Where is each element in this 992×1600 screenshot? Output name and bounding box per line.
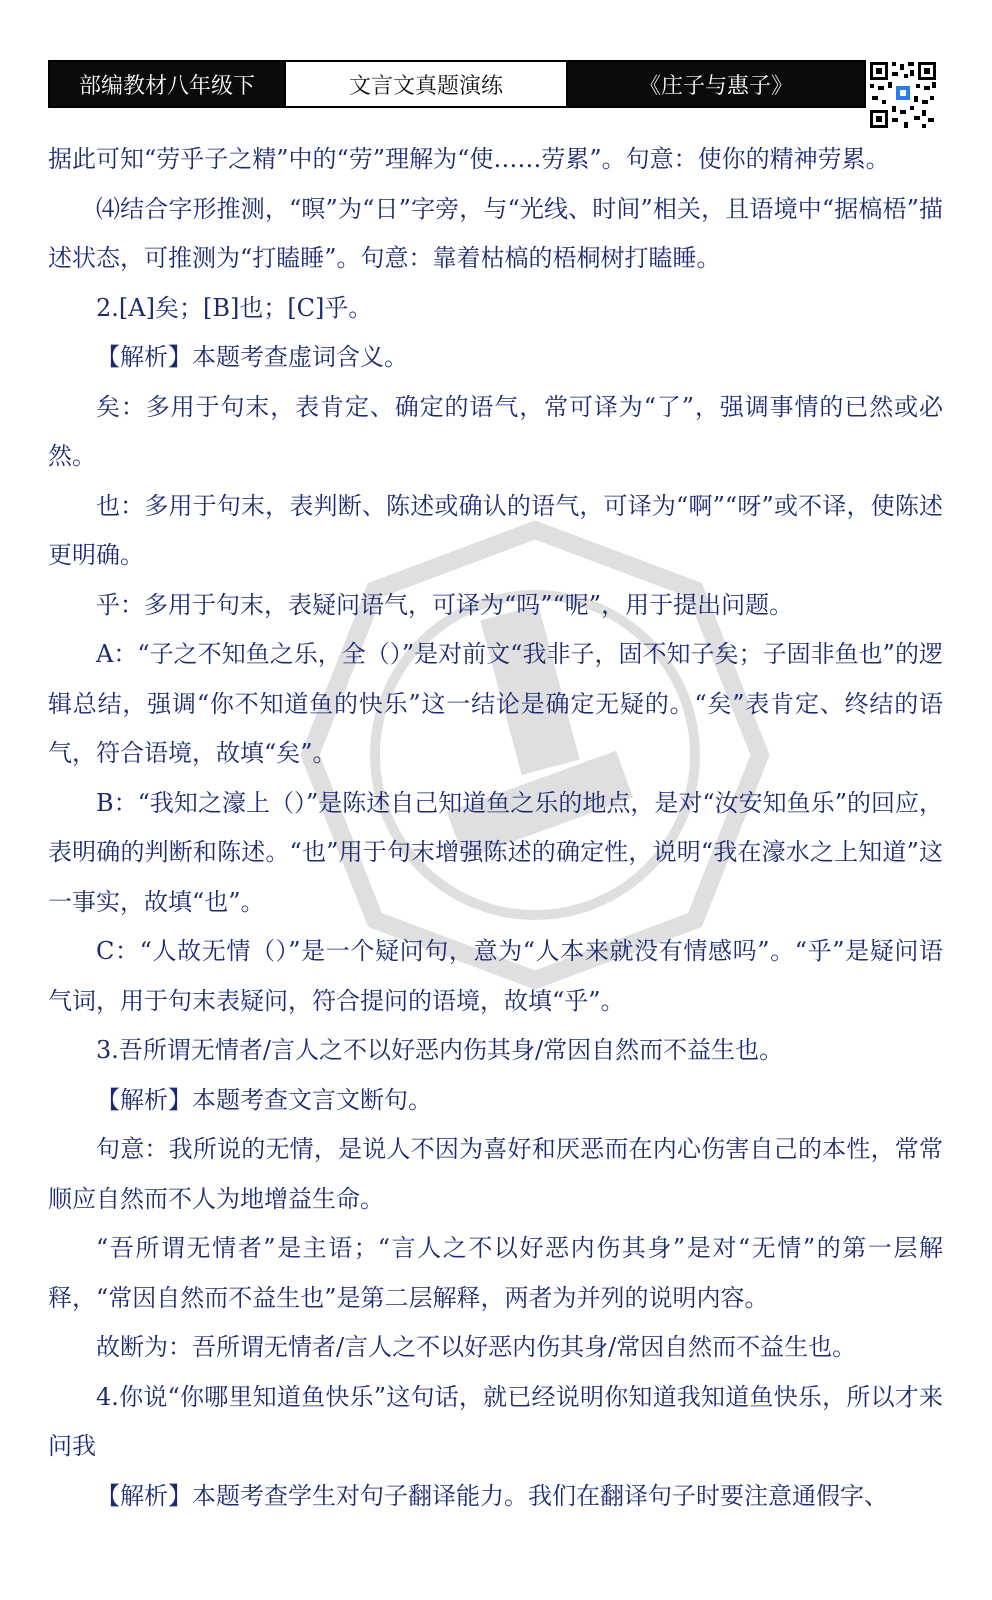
paragraph-3: 2.[A]矣；[B]也；[C]乎。 (96, 293, 373, 322)
paragraph-17: 【解析】本题考查学生对句子翻译能力。我们在翻译句子时要注意通假字、 (96, 1481, 888, 1510)
header-center-label: 文言文真题演练 (284, 62, 568, 106)
paragraph-11: 3.吾所谓无情者/言人之不以好恶内伤其身/常因自然而不益生也。 (96, 1036, 784, 1064)
answer-content (48, 135, 943, 1521)
paragraph-12: 【解析】本题考查文言文断句。 (96, 1085, 432, 1114)
paragraph-5: 矣：多用于句末，表肯定、确定的语气，常可译为“了”，强调事情的已然或必然。 (48, 392, 943, 470)
paragraph-8: A：“子之不知鱼之乐，全（）”是对前文“我非子，固不知子矣；子固非鱼也”的逻辑总结，强调“你不知道鱼的快乐”这一结论是确定无疑的。“矣”表肯定、终结的语气，符合语境，故填“矣”。 (48, 640, 943, 767)
header-right-label: 《庄子与惠子》 (568, 62, 864, 106)
paragraph-13: 句意：我所说的无情，是说人不因为喜好和厌恶而在内心伤害自己的本性，常常顺应自然而不人为地增益生命。 (48, 1135, 943, 1213)
qr-code-icon[interactable] (868, 60, 938, 130)
paragraph-16: 4.你说“你哪里知道鱼快乐”这句话，就已经说明你知道我知道鱼快乐，所以才来问我 (48, 1382, 943, 1460)
paragraph-2: ⑷结合字形推测，“暝”为“日”字旁，与“光线、时间”相关，且语境中“据槁梧”描述状态，可推测为“打瞌睡”。句意：靠着枯槁的梧桐树打瞌睡。 (48, 194, 943, 272)
paragraph-7: 乎：多用于句末，表疑问语气，可译为“吗”“呢”，用于提出问题。 (96, 590, 794, 619)
paragraph-6: 也：多用于句末，表判断、陈述或确认的语气，可译为“啊”“呀”或不译，使陈述更明确。 (48, 491, 943, 569)
paragraph-15: 故断为：吾所谓无情者/言人之不以好恶内伤其身/常因自然而不益生也。 (96, 1333, 857, 1361)
paragraph-1: 据此可知“劳乎子之精”中的“劳”理解为“使……劳累”。句意：使你的精神劳累。 (48, 145, 890, 173)
header-bar (48, 60, 866, 108)
paragraph-10: C：“人故无情（）”是一个疑问句，意为“人本来就没有情感吗”。“乎”是疑问语气词，用于句末表疑问，符合提问的语境，故填“乎”。 (48, 937, 943, 1015)
header-left-label: 部编教材八年级下 (50, 62, 284, 106)
paragraph-4: 【解析】本题考查虚词含义。 (96, 343, 408, 371)
paragraph-14: “吾所谓无情者”是主语；“言人之不以好恶内伤其身”是对“无情”的第一层解释，“常因自然而不益生也”是第二层解释，两者为并列的说明内容。 (48, 1234, 943, 1312)
paragraph-9: B：“我知之濠上（）”是陈述自己知道鱼之乐的地点，是对“汝安知鱼乐”的回应，表明确的判断和陈述。“也”用于句末增强陈述的确定性，说明“我在濠水之上知道”这一事实，故填“也”。 (48, 788, 943, 916)
